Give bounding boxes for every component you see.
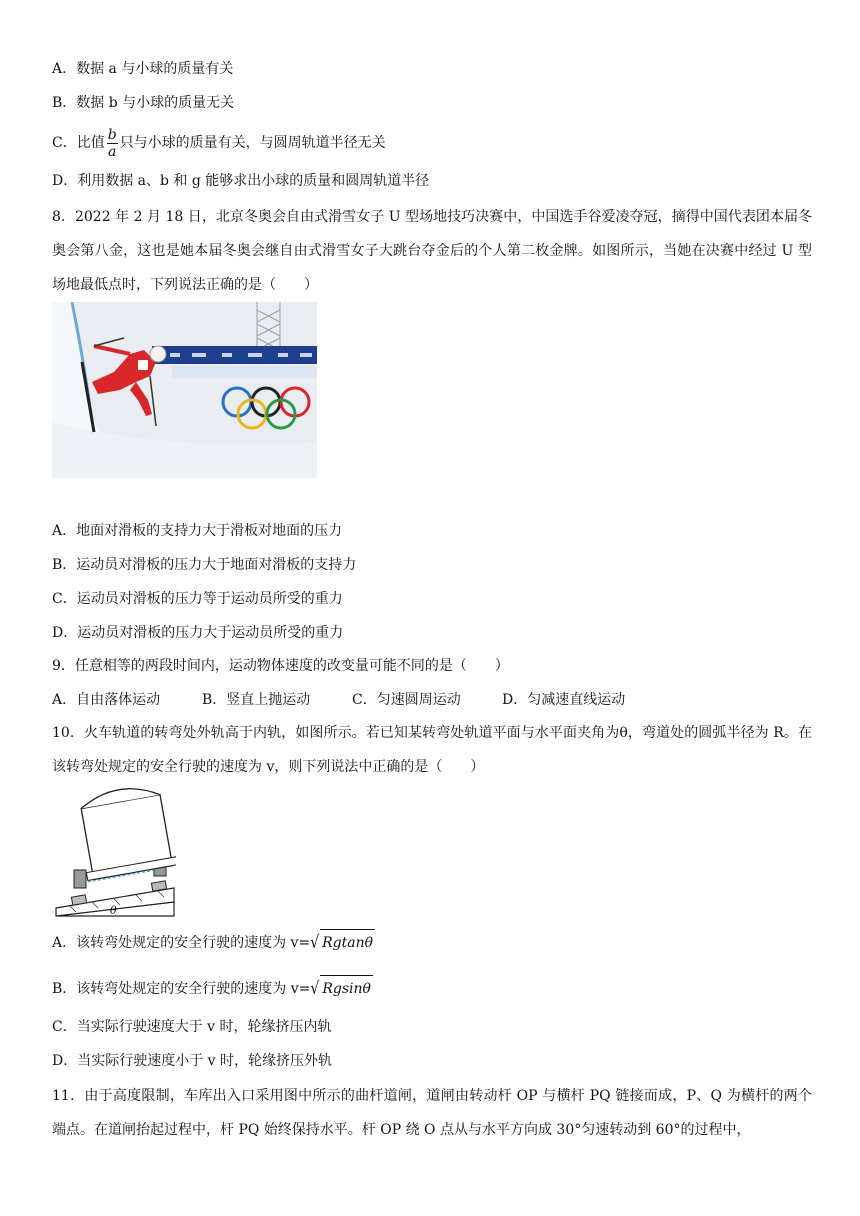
fraction-denominator: a [108,143,117,160]
fraction-numerator: b [107,126,117,143]
q9-stem: 9．任意相等的两段时间内，运动物体速度的改变量可能不同的是（ ） [52,658,509,674]
q9-option-c: C．匀速圆周运动 [352,692,461,708]
q7-option-a: A．数据 a 与小球的质量有关 [52,61,234,77]
theta-label: θ [110,904,117,917]
q10-option-b-prefix: B．该转弯处规定的安全行驶的速度为 v= [52,981,311,997]
q9-options-row [52,689,625,711]
q9-option-d: D．匀减速直线运动 [502,692,626,708]
q10-option-a [52,929,375,956]
fraction-b-over-a [107,127,118,160]
q8-option-a: A．地面对滑板的支持力大于滑板对地面的压力 [52,523,343,539]
q7-option-c [52,124,386,162]
q10-option-b [52,975,373,1002]
q7-option-b: B．数据 b 与小球的质量无关 [52,95,235,111]
q7-option-c-prefix: C．比值 [52,135,105,151]
q8-option-d: D．运动员对滑板的压力大于运动员所受的重力 [52,625,344,641]
q10-option-d: D．当实际行驶速度小于 v 时，轮缘挤压外轨 [52,1053,333,1069]
q10-option-c: C．当实际行驶速度大于 v 时，轮缘挤压内轨 [52,1019,332,1035]
skier-photo [52,302,317,478]
q8-option-c: C．运动员对滑板的压力等于运动员所受的重力 [52,591,343,607]
sqrt-icon: √ [310,933,320,953]
q9-option-a: A．自由落体运动 [52,692,161,708]
q10-option-a-prefix: A．该转弯处规定的安全行驶的速度为 v= [52,935,311,951]
train-curve-illustration [52,784,176,920]
q7-option-d: D．利用数据 a、b 和 g 能够求出小球的质量和圆周轨道半径 [52,173,430,189]
q11-stem: 11．由于高度限制，车库出入口采用图中所示的曲杆道闸，道闸由转动杆 OP 与横杆 PQ 链接而成，P、Q 为横杆的两个端点。在道闸抬起过程中，杆 PQ 始终保持水平。杆 OP 绕 O 点从与水平方向成 30°匀速转动到 60°的过程中， [52,1088,812,1138]
q10-option-b-radicand: Rgsinθ [320,975,373,1002]
q8-option-b: B．运动员对滑板的压力大于地面对滑板的支持力 [52,557,357,573]
q10-option-a-radicand: Rgtanθ [320,929,375,956]
q10-stem: 10．火车轨道的转弯处外轨高于内轨，如图所示。若已知某转弯处轨道平面与水平面夹角为θ，弯道处的圆弧半径为 R。在该转弯处规定的安全行驶的速度为 v，则下列说法中正确的是（ ） [52,725,812,775]
q7-option-c-suffix: 只与小球的质量有关，与圆周轨道半径无关 [119,135,386,151]
q8-stem: 8．2022 年 2 月 18 日，北京冬奥会自由式滑雪女子 U 型场地技巧决赛中，中国选手谷爱凌夺冠，摘得中国代表团本届冬奥会第八金，这也是她本届冬奥会继自由式滑雪女子大跳台夺金后的个人第二枚金牌。如图所示，当她在决赛中经过 U 型场地最低点时，下列说法正确的是（ ） [52,209,812,293]
sqrt-icon: √ [310,979,320,999]
q9-option-b: B．竖直上抛运动 [202,692,311,708]
train-curve-diagram [52,784,176,920]
skier-photo-illustration [52,302,317,478]
